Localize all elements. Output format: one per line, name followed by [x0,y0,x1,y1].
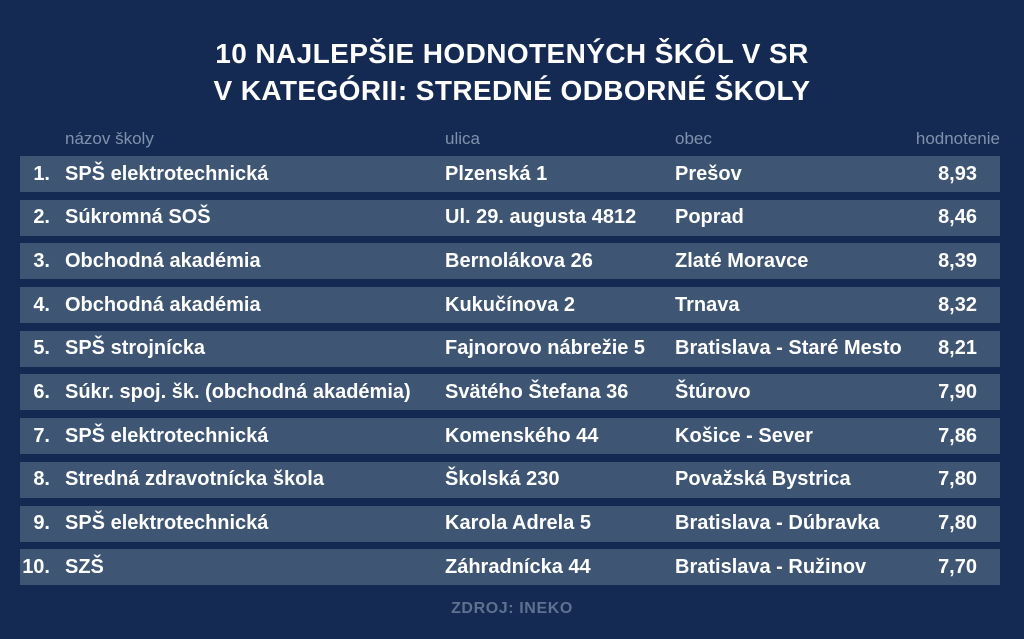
row-school-name: Súkr. spoj. šk. (obchodná akadémia) [65,380,411,403]
row-rank: 4. [33,293,50,316]
row-city: Bratislava - Staré Mesto [675,337,902,360]
row-rank: 6. [33,380,50,403]
row-street: Kukučínova 2 [445,293,576,316]
row-school-name: SZŠ [65,555,104,578]
table-row [20,549,1000,585]
table-row [20,462,1000,498]
row-city: Košice - Sever [675,424,813,447]
page-title-line-2: V KATEGÓRII: STREDNÉ ODBORNÉ ŠKOLY [213,74,811,106]
row-rating: 8,93 [938,162,977,185]
row-rank: 2. [33,206,50,229]
row-city: Poprad [675,206,744,229]
row-school-name: SPŠ elektrotechnická [65,512,269,534]
column-header-rank-spacer [20,129,50,149]
row-rank: 7. [33,424,50,447]
row-school-name: Obchodná akadémia [65,293,261,316]
row-city: Bratislava - Dúbravka [675,512,880,534]
row-rating: 7,90 [938,380,977,403]
row-street: Ul. 29. augusta 4812 [445,206,637,229]
table-body [20,156,1000,585]
row-rating: 7,80 [938,468,977,491]
column-header-ulica: ulica [445,129,480,148]
row-rank: 9. [33,512,50,534]
source-note: ZDROJ: INEKO [451,600,573,617]
row-school-name: SPŠ elektrotechnická [65,162,269,185]
row-rating: 8,46 [938,206,977,229]
row-street: Svätého Štefana 36 [445,380,629,403]
row-school-name: Stredná zdravotnícka škola [65,468,324,491]
table-row [20,156,1000,192]
row-street: Záhradnícka 44 [445,555,591,578]
row-school-name: Súkromná SOŠ [65,206,211,229]
row-street: Bernolákova 26 [445,249,593,272]
page-title-line-1: 10 NAJLEPŠIE HODNOTENÝCH ŠKÔL V SR [215,37,809,69]
row-rating: 8,21 [938,337,977,360]
row-school-name: Obchodná akadémia [65,249,261,272]
page-title [0,35,1024,109]
row-city: Považská Bystrica [675,468,851,491]
row-city: Štúrovo [675,380,751,403]
table-row [20,374,1000,410]
row-city: Zlaté Moravce [675,249,809,272]
row-rating: 8,39 [938,249,977,272]
column-header-obec: obec [675,129,712,148]
row-rating: 7,86 [938,424,977,447]
table-row [20,243,1000,279]
row-rank: 10. [22,555,50,578]
row-rank: 8. [33,468,50,491]
row-street: Plzenská 1 [445,162,548,185]
row-street: Komenského 44 [445,424,599,447]
row-city: Prešov [675,162,742,185]
row-rating: 8,32 [938,293,977,316]
row-street: Fajnorovo nábrežie 5 [445,337,646,360]
row-street: Školská 230 [445,468,560,491]
row-school-name: SPŠ strojnícka [65,337,206,360]
row-school-name: SPŠ elektrotechnická [65,424,269,447]
row-rank: 3. [33,249,50,272]
table-row [20,287,1000,323]
row-rating: 7,80 [938,512,977,534]
column-header-nazov-skoly: názov školy [65,129,154,148]
row-city: Bratislava - Ružinov [675,555,867,578]
table-row [20,418,1000,454]
row-rating: 7,70 [938,555,977,578]
row-city: Trnava [675,293,740,316]
table-row [20,200,1000,236]
column-header-hodnotenie: hodnotenie [915,129,1000,148]
table-row [20,506,1000,542]
table-header-row [20,129,1000,149]
row-street: Karola Adrela 5 [445,512,591,534]
row-rank: 1. [33,162,50,185]
table-row [20,331,1000,367]
row-rank: 5. [33,337,50,360]
